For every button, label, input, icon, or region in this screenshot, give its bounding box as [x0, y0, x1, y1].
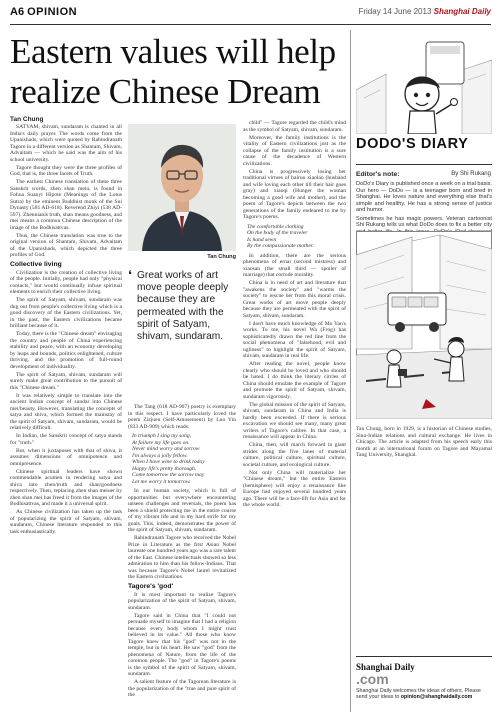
paragraph: It is most important to realize Tagore's popularization of the spirit of Satyam, shivam, sundaram.: [128, 591, 236, 611]
article-column-1: [10, 124, 122, 712]
shanghai-daily-promo: [356, 662, 492, 700]
author-bio-text: Tan Chung, born in 1929, is a historian of Chinese studies, Sino-Indian relations and cultural exchange. He lives in Chicago. The article is adapted from his speech early this month at an international forum on Tagore and Mayamal Tang University, Shanghai.: [356, 426, 492, 458]
paragraph: As Chinese civilization has taken up the task of popularizing the spirit of Satyam, shivam, sundaram, Chinese literature responded to this task enthusiastically.: [10, 509, 122, 535]
paragraph: child" — Tagore regarded the child's mind as the symbol of Satyam, shivam, sundaram.: [243, 120, 346, 133]
divider-rule: [356, 164, 492, 165]
author-portrait-illustration: [128, 124, 236, 251]
paragraph: Civilization is the creation of collective living of the people. Initially, people had only "physical contacts," but would continually infuse spiritual elements to enrich their collective living.: [10, 269, 122, 295]
dodo-character-illustration: [356, 30, 492, 134]
shanghai-daily-logo: Shanghai Daily: [356, 662, 415, 672]
header-paper-name: Shanghai Daily: [433, 7, 491, 16]
paragraph: In addition, there are the serious phenomena of ernai (second mistress) and xiaosan (the small third — spoiler of marriage) that corrode morality.: [243, 252, 346, 278]
page-number: A6: [10, 6, 25, 18]
paragraph: Rabindranath Tagore who received the Nobel Prize in Literature as the first Asian Nobel laureate one hundred years ago was a rare talent of the East. Chinese intellectuals showed so less admiration to him than his fellow-Indians. That was because Tagore's Nobel laurel revitalized the Eastern civilizations.: [128, 535, 236, 580]
paragraph: After reading the novel, people know clearly who should be loved and who should be hated. I do think the literary circles of China should emulate the example of Tagore and promote the spirit of Satyam, shivam, sundaram vigorously.: [243, 361, 346, 400]
dodo-comic-strip: [356, 231, 492, 419]
editor-note-label: Editor's note:: [356, 171, 400, 178]
paragraph: The global mission of the spirit of Satyam, shivam, sundaram in China and India is hardly been exceeded. If there is serious excavation we should see many, many great writers of Tagore's calibre. In that case, a renaissance will appear in China.: [243, 401, 346, 440]
editor-note-paragraph: Sometimes he has magic powers. Veteran cartoonist Shi Rukang tells us what DoDo does to fix a better city: [356, 215, 492, 228]
dodo-diary-logo: DODO'S DIARY: [356, 136, 469, 152]
divider-rule: [356, 656, 492, 657]
paragraph: The Tang (618 AD-907) poetry is exemplary in this respect. I have particularly loved the poem Zizjuen (Self-Amusement) by Luo Yin (833 AD-909) which reads:: [128, 404, 236, 430]
paragraph: It was relatively simple to translate into the ancient Indian concept of sundar into Chinese mei/beauty. However, translating the concepts of satya and shiva, which formed the mainstay of the spirit of Satyam, shivam, sundaram, would be relatively difficult.: [10, 392, 122, 431]
paragraph: The spirit of Satyam, shivam, sundaram will surely make great contribution to the pursuit of this "Chinese dream.": [10, 371, 122, 391]
poem: In triumph I sing my song, At failure my life goes on. Never mind worry and sorrow I'm always a jolly fellow. When I have wine to drink today Happy life's pretty thorough. Come tomorrow the sorrow may Let me worry it tomorrow.: [132, 433, 205, 485]
subhead: Tagore's 'god': [128, 582, 174, 590]
promo-description: Shanghai Daily welcomes the ideas of others. Please send your ideas to: [356, 688, 481, 701]
header-date: Friday 14 June 2013: [358, 7, 432, 16]
paragraph: China is in need of art and literature that "awakens the society" and "warms the society" to rescue her from this moral crisis. Great works of art move people deeply because they are permeated with the spirit of Satyam, shivam, sundaram.: [243, 280, 346, 319]
promo-text: [356, 688, 492, 700]
paragraph: Today, there is the "Chinese dream" envisaging the country and people of China experiencing stability and peace, with an economy developing by leaps and bounds, politics enlightened, culture thriving, and the promotion of full-round development of individuality.: [10, 331, 122, 370]
paragraph: I don't have much knowledge of Mo Yan's works. To me, his novel Wa (Frog) has sophisticatedly drawn the red line from the social phenomena of "falsehood, evil and ugliness" to highlight the spirit of Satyam, shivam, sundaram in real life.: [243, 320, 346, 359]
article-column-3: [243, 120, 346, 712]
dodo-cartoon-banner: [356, 30, 492, 190]
page-label: [10, 6, 77, 18]
paragraph: SATYAM, shivam, sundaram is chanted in all India's daily prayer. The words come from the Upanishads, which were quoted by Rabindranath Tagore in a different version as Shantam, Shivam, Advaitam — which he said was the aim of his school university.: [10, 124, 122, 163]
author-photo: [128, 124, 236, 251]
paragraph: But, when it juxtaposes with that of shiva, it assumes dimensions of omnipotence and omnipresence.: [10, 447, 122, 467]
photo-caption: Tan Chung: [207, 254, 236, 260]
article-byline: Tan Chung: [10, 116, 44, 123]
paragraph: Tagore said in China that "I could not persuade myself to imagine that I had a religion because every body whom I might trust believed in its value." All those who know Tagore knew that his "god" was not in the temple, but in his heart. He saw "god" from the phenomena of Nature, from the life of the common people. The "god" in Tagore's poems is the symbol of the spirit of Satyam, shivam, sundaram.: [128, 612, 236, 677]
subhead: Collective living: [10, 260, 62, 268]
section-name: OPINION: [27, 6, 78, 18]
paragraph: Moreover, the family institutions is the vitality of Eastern civilizations just as the collapse of the family institution is a sure cause of the decadence of Western civilizations.: [243, 134, 346, 167]
paragraph: A salient feature of the Tagorean literature is the popularization of the "true and pure spirit of the: [128, 679, 236, 698]
dot-com-logo: .com: [356, 671, 389, 687]
editor-note-paragraph: DoDo's Diary is published once a week on a trial basis. Our hero — DoDo — is a teenager born and bred in Shanghai. He loves nature and everything else that's simple and healthy. He has a strong sense of justice and humor.: [356, 181, 493, 213]
paragraph: China is progressively losing her traditional virtues of bairuo xiaolao (husband and wife loving each other till their hair goes gray) and xiaoqi (Hunger the woman becoming a good wife and mother), and the poem of Tagore's depicts between the two generations of the family endeared to me by Tagore's poems.: [243, 168, 346, 220]
paragraph: Thus, the Chinese translation was true to the original version of Shantam, Shivam, Advaitam of the Upanishads, which depicted the three profiles of God.: [10, 232, 122, 258]
paragraph: Tagore thought they were the three profiles of God, that is, the three facets of Truth.: [10, 164, 122, 177]
paragraph: Not only China will materialize her "Chinese dream," but the entire Eastern (hemisphere) will enjoy a renaissance like Europe had enjoyed several hundred years ago. There will be a face-lift for Asia and for the whole world.: [243, 469, 346, 508]
column-divider: [350, 30, 351, 712]
poem: The comfortable clothing On the body of the traveler Is hand sewn By the compassionate mother.: [247, 223, 314, 249]
paragraph: China, then, will march forward in giant strides along the five lanes of material culture, political culture, spiritual culture, societal culture, and ecological culture.: [243, 442, 346, 468]
paragraph: The earliest Chinese translation of these three Sanskrit words, zhen shan meiu, is found in Fohua Suanyi Hipote (Meanings of the Lotus Sutra) by the eminent Buddhist monk of the Sui Dynasty (581 AD-618). Reverend Zhiyi (538 AD-597). Zhennianis truth, shan means goodness, and mei means a common Chinese description of the image of the Bodhisattvas.: [10, 179, 122, 231]
header-dateline: [358, 7, 491, 16]
pull-quote-text: Great works of art move people deeply because they are permeated with the spirit of Satyam, shivam, sundaram.: [137, 270, 229, 343]
article-headline: Eastern values will help realize Chinese Dream: [10, 32, 336, 111]
page-header: [10, 6, 491, 25]
article-column-2: [128, 404, 236, 712]
paragraph: In our human society, which is full of opportunities but everywhere encountering unseen challenges and reversals, the poem has been a shield protecting me in the entire course of my vibrant life and in my hard strife for my goals. This, indeed, demonstrates the power of the spirit of Satyam, shivam, sundaram.: [128, 488, 236, 533]
paragraph: The spirit of Satyam, shivam, sundaram was dug out from people's collective living which is a good discovery of the Eastern civilizations. Yet, in the past, the Eastern civilizations became brilliant because of it.: [10, 297, 122, 329]
comic-illustration: [356, 231, 492, 419]
cartoonist-byline: By Shi Rukang: [451, 171, 491, 177]
author-bio: [356, 426, 492, 650]
paragraph: Chinese spiritual leaders have shown commendable acumen in rendering satya and shiva into zhen/truth and shan/goodness respectively. Then, replacing zhen shan meiuer by zhen shan mei has freed it from the images of the Bodhisattvas, and made it a universal spirit.: [10, 468, 122, 507]
opinion-email-link[interactable]: opinion@shanghaidaily.com: [400, 694, 473, 701]
pull-quote: [128, 268, 236, 400]
paragraph: In Indian, the Sanskrit concept of satya stands for "truth.": [10, 433, 122, 446]
quote-mark-icon: ❛: [128, 268, 132, 282]
